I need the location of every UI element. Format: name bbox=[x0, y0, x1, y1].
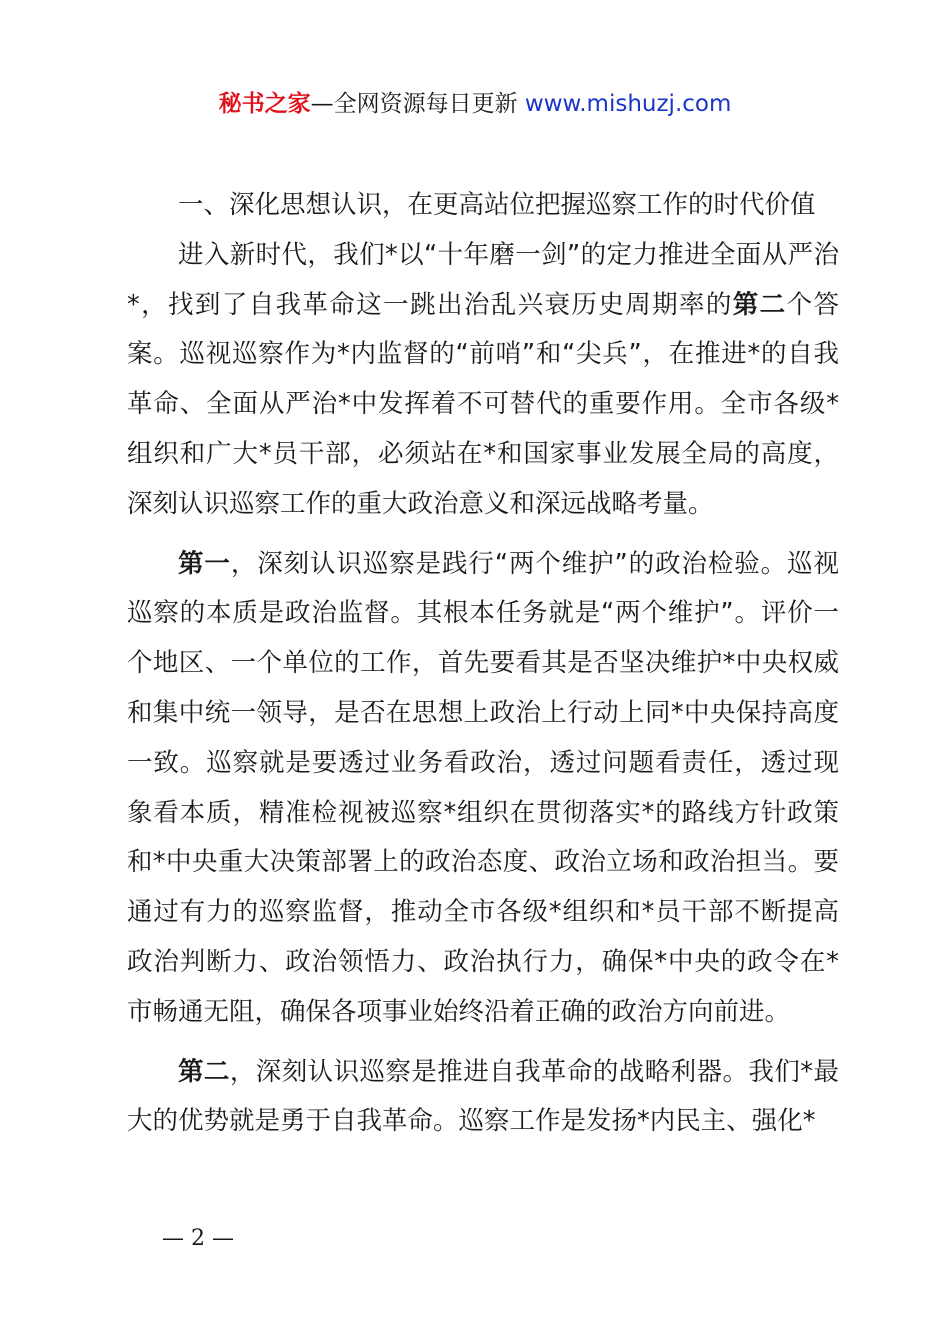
intro-bold-text: 第二 bbox=[732, 289, 787, 320]
point-one-paragraph bbox=[127, 540, 839, 1038]
document-body bbox=[127, 181, 839, 1147]
site-tagline: —全网资源每日更新 bbox=[310, 91, 518, 117]
site-url-link[interactable]: www.mishuzj.com bbox=[524, 91, 732, 117]
point-two-lead: 第二 bbox=[178, 1056, 230, 1087]
intro-text-a: 进入新时代，我们*以“十年磨一剑”的定力推进全面从严治*，找到了自我革命这一跳出治乱兴衰历史周期率的 bbox=[127, 239, 839, 320]
page-number: — 2 — bbox=[162, 1226, 234, 1251]
intro-text-b: 个答案。巡视巡察作为*内监督的“前哨”和“尖兵”，在推进*的自我革命、全面从严治*中发挥着不可替代的重要作用。全市各级*组织和广大*员干部，必须站在*和国家事业发展全局的高度，深刻认识巡察工作的重大政治意义和深远战略考量。 bbox=[127, 289, 839, 519]
site-header bbox=[0, 88, 950, 120]
point-one-lead: 第一 bbox=[178, 548, 231, 579]
section-heading: 一、深化思想认识，在更高站位把握巡察工作的时代价值 bbox=[178, 190, 816, 220]
point-two-paragraph bbox=[127, 1048, 839, 1148]
intro-paragraph bbox=[127, 231, 839, 530]
point-one-text: ，深刻认识巡察是践行“两个维护”的政治检验。巡视巡察的本质是政治监督。其根本任务就是“两个维护”。评价一个地区、一个单位的工作，首先要看其是否坚决维护*中央权威和集中统一领导，是否在思想上政治上行动上同*中央保持高度一致。巡察就是要透过业务看政治，透过问题看责任，透过现象看本质，精准检视被巡察*组织在贯彻落实*的路线方针政策和*中央重大决策部署上的政治态度、政治立场和政治担当。要通过有力的巡察监督，推动全市各级*组织和*员干部不断提高政治判断力、政治领悟力、政治执行力，确保*中央的政令在*市畅通无阻，确保各项事业始终沿着正确的政治方向前进。 bbox=[127, 548, 839, 1027]
site-brand: 秘书之家 bbox=[218, 91, 311, 117]
point-two-text: ，深刻认识巡察是推进自我革命的战略利器。我们*最大的优势就是勇于自我革命。巡察工作是发扬*内民主、强化* bbox=[127, 1056, 839, 1137]
